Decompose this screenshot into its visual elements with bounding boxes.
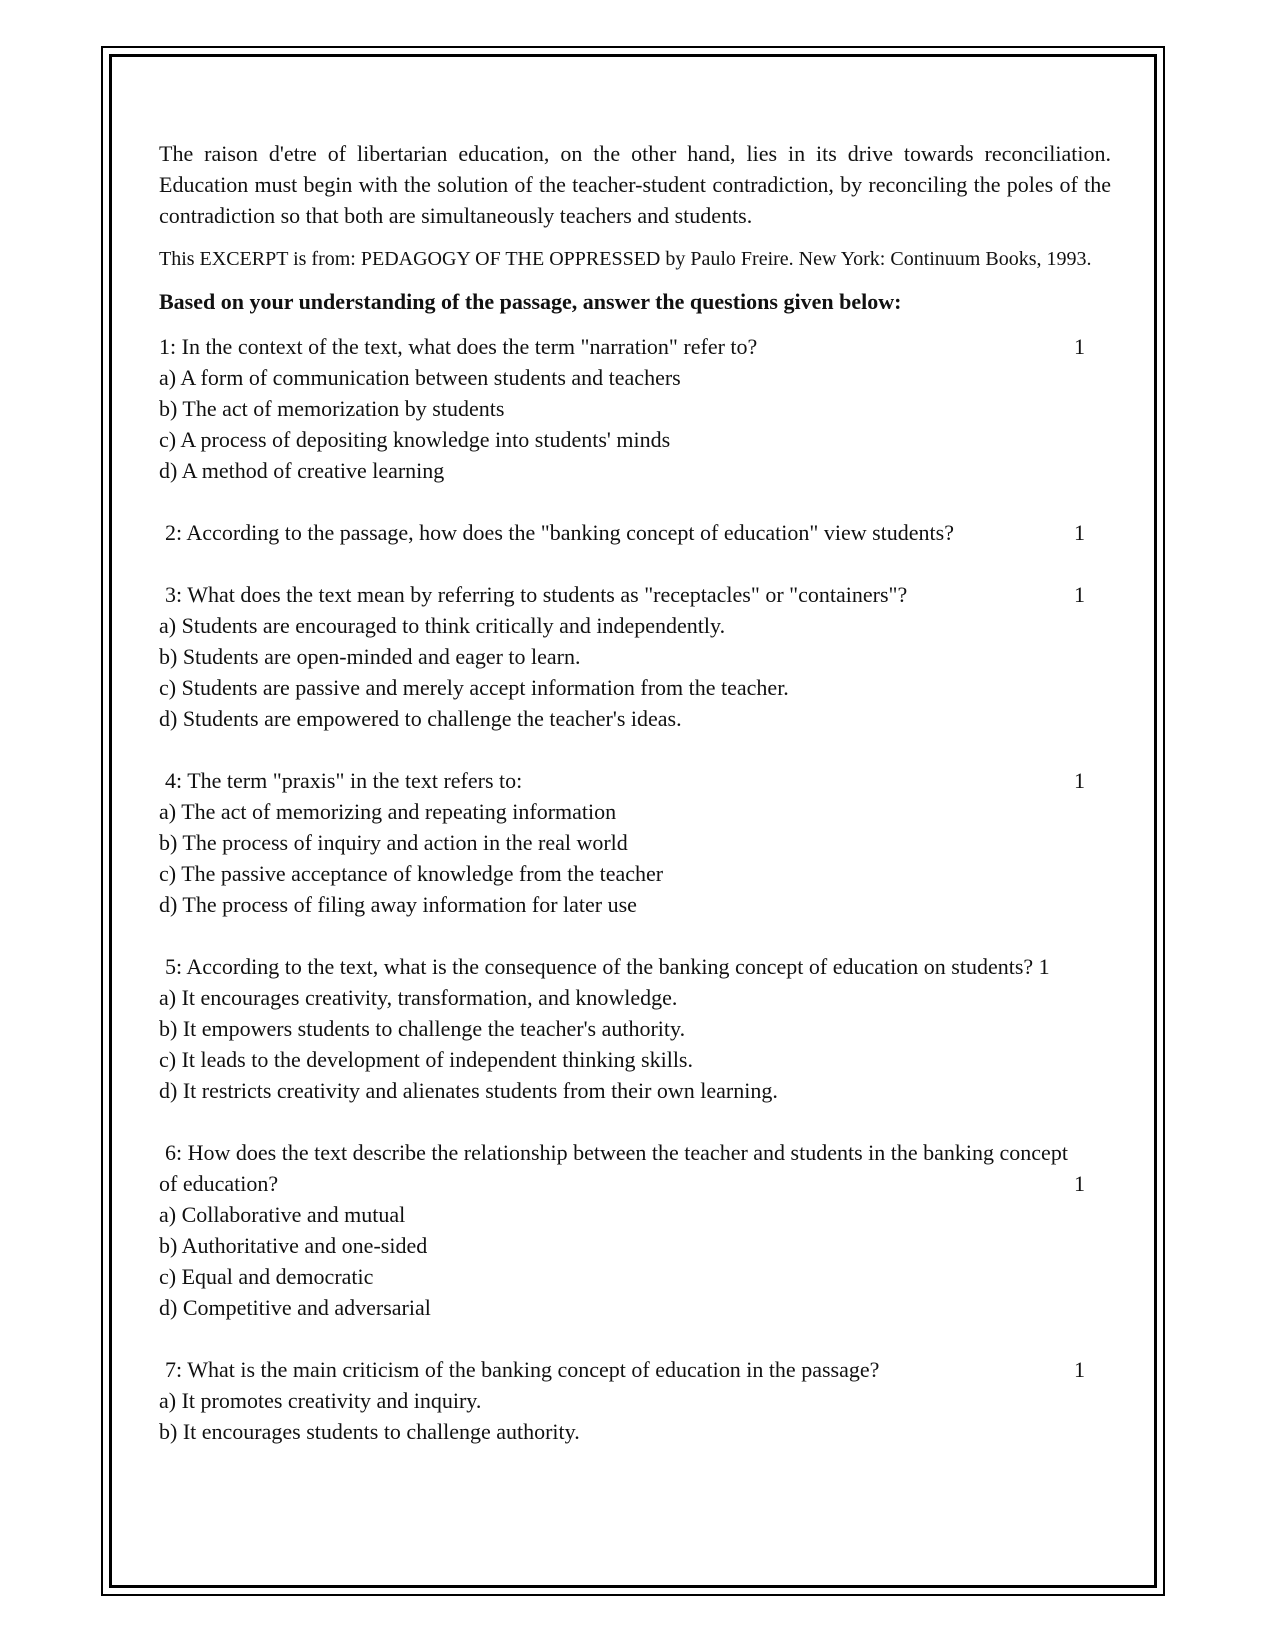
question-3 — [159, 579, 1111, 734]
question-1-marks: 1 — [1074, 334, 1085, 359]
question-1-option-c: c) A process of depositing knowledge into students' minds — [159, 427, 671, 452]
question-3-option-b: b) Students are open-minded and eager to learn. — [159, 644, 581, 669]
question-5-option-a: a) It encourages creativity, transformation, and knowledge. — [159, 985, 678, 1010]
question-4 — [159, 765, 1111, 920]
question-5-text: 5: According to the text, what is the consequence of the banking concept of education on students? 1 — [165, 954, 1050, 979]
question-1-option-a: a) A form of communication between students and teachers — [159, 365, 681, 390]
question-6-option-c: c) Equal and democratic — [159, 1264, 374, 1289]
question-7 — [159, 1354, 1111, 1447]
question-1-text: 1: In the context of the text, what does the term "narration" refer to? — [159, 334, 758, 359]
question-1 — [159, 331, 1111, 486]
question-3-option-a: a) Students are encouraged to think critically and independently. — [159, 613, 726, 638]
question-6-option-a: a) Collaborative and mutual — [159, 1202, 406, 1227]
question-7-marks: 1 — [1074, 1357, 1085, 1382]
citation-text: This EXCERPT is from: PEDAGOGY OF THE OPPRESSED by Paulo Freire. New York: Continuum Books, 1993. — [159, 248, 1092, 270]
question-1-option-d: d) A method of creative learning — [159, 458, 445, 483]
question-7-text: 7: What is the main criticism of the banking concept of education in the passage? — [165, 1357, 880, 1382]
question-7-option-a: a) It promotes creativity and inquiry. — [159, 1388, 482, 1413]
question-3-option-d: d) Students are empowered to challenge the teacher's ideas. — [159, 706, 682, 731]
question-2-text: 2: According to the passage, how does the "banking concept of education" view students? — [165, 520, 954, 545]
question-4-option-b: b) The process of inquiry and action in the real world — [159, 830, 628, 855]
question-3-text: 3: What does the text mean by referring to students as "receptacles" or "containers"? — [165, 582, 908, 607]
passage-text: The raison d'etre of libertarian education, on the other hand, lies in its drive towards reconciliation. Education must begin with the solution of the teacher-student contradiction, by reconciling the poles of the contradiction so that both are simultaneously teachers and students. — [159, 141, 1111, 228]
question-6-text-line2: of education? — [159, 1171, 279, 1196]
question-6-option-d: d) Competitive and adversarial — [159, 1295, 431, 1320]
question-6-option-b: b) Authoritative and one-sided — [159, 1233, 428, 1258]
question-6-text-line1: 6: How does the text describe the relationship between the teacher and students in the banking concept — [165, 1140, 1068, 1165]
question-7-option-b: b) It encourages students to challenge authority. — [159, 1419, 580, 1444]
question-4-option-d: d) The process of filing away information for later use — [159, 892, 637, 917]
question-4-option-a: a) The act of memorizing and repeating information — [159, 799, 617, 824]
question-3-marks: 1 — [1074, 582, 1085, 607]
question-4-option-c: c) The passive acceptance of knowledge from the teacher — [159, 861, 664, 886]
question-5 — [159, 951, 1111, 1106]
question-6 — [159, 1137, 1111, 1323]
question-5-option-c: c) It leads to the development of independent thinking skills. — [159, 1047, 693, 1072]
question-5-option-b: b) It empowers students to challenge the teacher's authority. — [159, 1016, 686, 1041]
question-3-option-c: c) Students are passive and merely accept information from the teacher. — [159, 675, 789, 700]
instruction-heading: Based on your understanding of the passage, answer the questions given below: — [159, 289, 902, 314]
question-4-marks: 1 — [1074, 768, 1085, 793]
question-2-marks: 1 — [1074, 520, 1085, 545]
document-content — [159, 138, 1111, 1447]
question-4-text: 4: The term "praxis" in the text refers to: — [165, 768, 523, 793]
question-5-option-d: d) It restricts creativity and alienates students from their own learning. — [159, 1078, 778, 1103]
question-6-marks: 1 — [1074, 1171, 1085, 1196]
question-1-option-b: b) The act of memorization by students — [159, 396, 505, 421]
question-2 — [159, 517, 1111, 548]
